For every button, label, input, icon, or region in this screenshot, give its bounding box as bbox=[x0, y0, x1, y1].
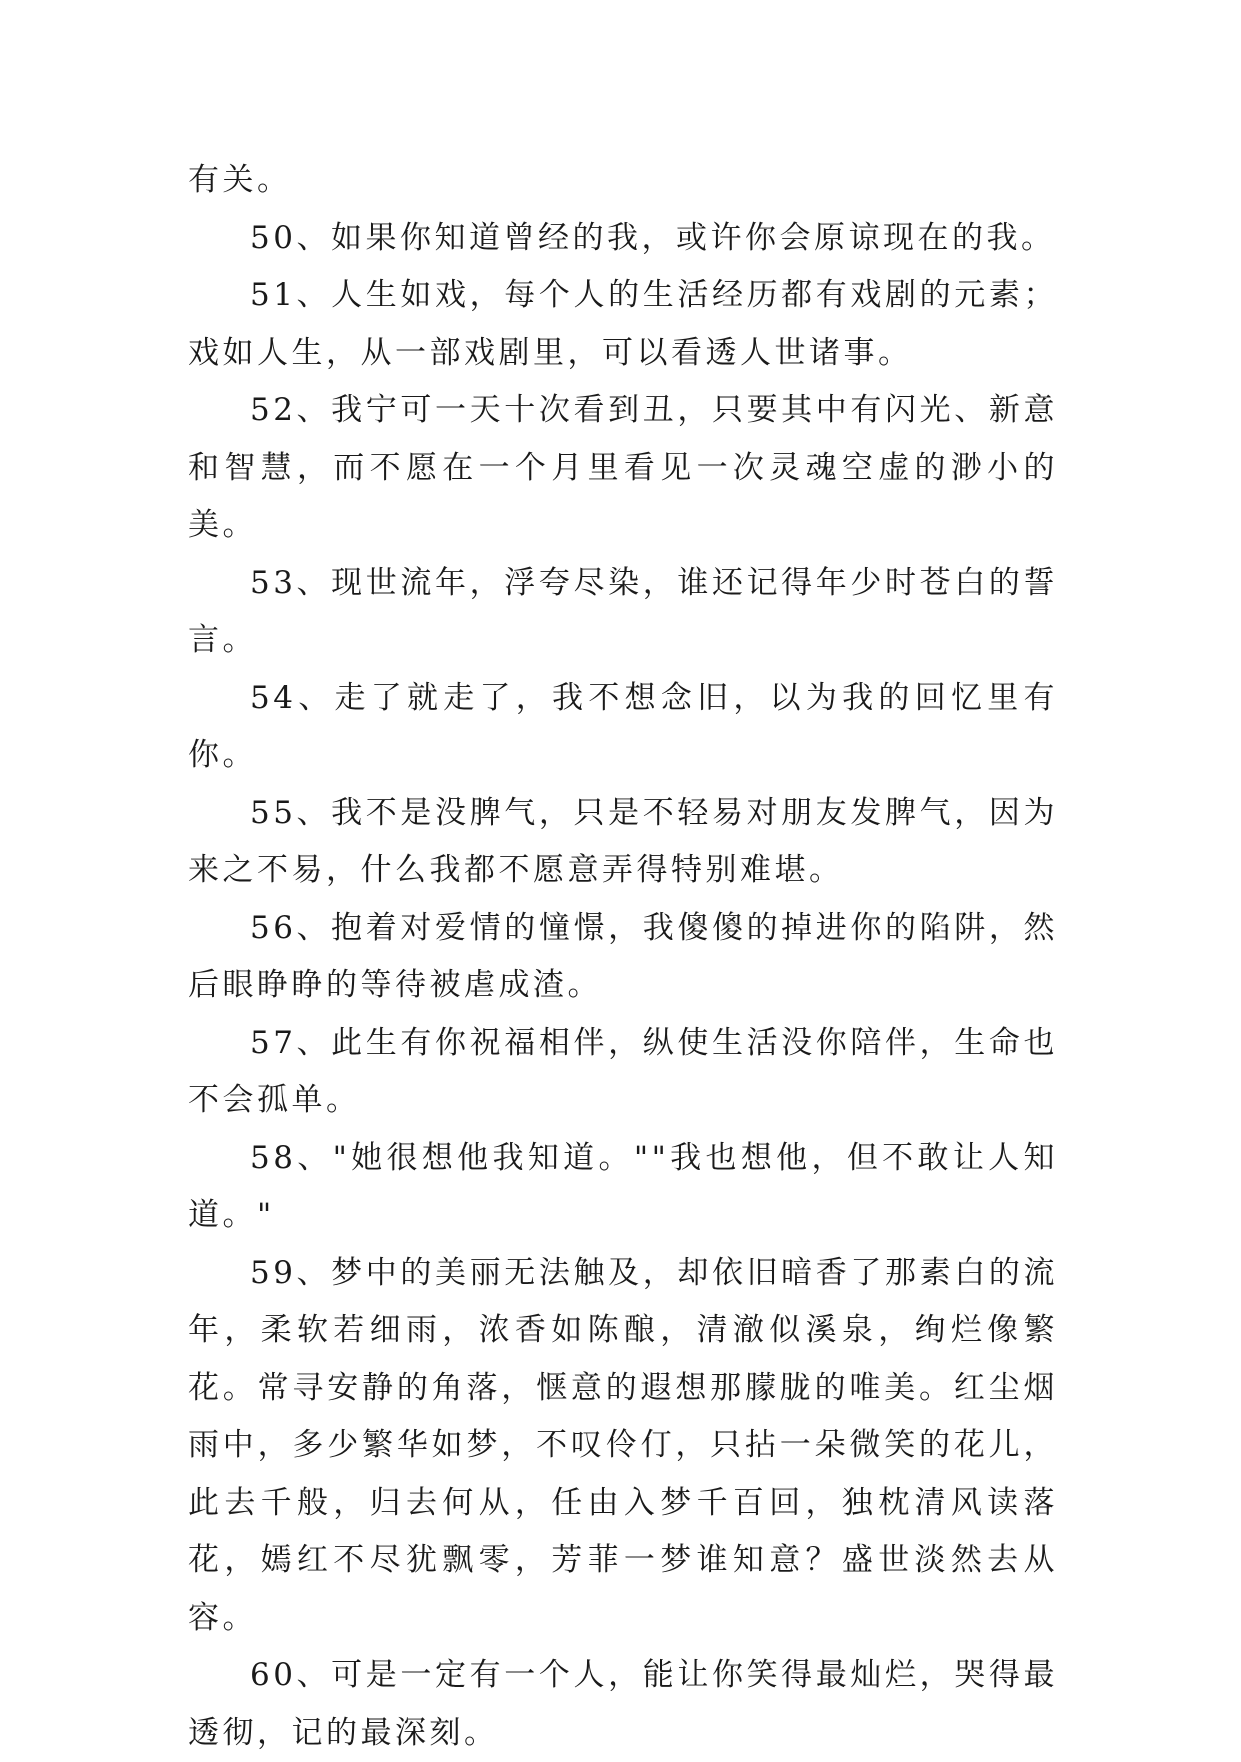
paragraph-57: 57、此生有你祝福相伴，纵使生活没你陪伴，生命也不会孤单。 bbox=[188, 1024, 1058, 1118]
paragraph-56: 56、抱着对爱情的憧憬，我傻傻的掉进你的陷阱，然后眼睁睁的等待被虐成渣。 bbox=[188, 909, 1058, 1003]
paragraph-53: 53、现世流年，浮夸尽染，谁还记得年少时苍白的誓言。 bbox=[188, 564, 1058, 658]
paragraph-55: 55、我不是没脾气，只是不轻易对朋友发脾气，因为来之不易，什么我都不愿意弄得特别难堪。 bbox=[188, 794, 1058, 888]
paragraph-50: 50、如果你知道曾经的我，或许你会原谅现在的我。 bbox=[250, 219, 1056, 256]
paragraph-59: 59、梦中的美丽无法触及，却依旧暗香了那素白的流年，柔软若细雨，浓香如陈酿，清澈似溪泉，绚烂像繁花。常寻安静的角落，惬意的遐想那朦胧的唯美。红尘烟雨中，多少繁华如梦，不叹伶仃，只拈一朵微笑的花儿，此去千般，归去何从，任由入梦千百回，独枕清风读落花，嫣红不尽犹飘零，芳菲一梦谁知意？盛世淡然去从容。 bbox=[188, 1254, 1058, 1636]
document-body bbox=[188, 152, 1058, 1762]
paragraph-54: 54、走了就走了，我不想念旧，以为我的回忆里有你。 bbox=[188, 679, 1058, 773]
paragraph-52: 52、我宁可一天十次看到丑，只要其中有闪光、新意和智慧，而不愿在一个月里看见一次灵魂空虚的渺小的美。 bbox=[188, 392, 1058, 543]
paragraph-60: 60、可是一定有一个人，能让你笑得最灿烂，哭得最透彻，记的最深刻。 bbox=[188, 1657, 1058, 1751]
paragraph-58: 58、"她很想他我知道。""我也想他，但不敢让人知道。" bbox=[188, 1139, 1058, 1233]
paragraph-continuation: 有关。 bbox=[188, 162, 292, 198]
paragraph-51: 51、人生如戏，每个人的生活经历都有戏剧的元素；戏如人生，从一部戏剧里，可以看透人世诸事。 bbox=[188, 277, 1058, 371]
